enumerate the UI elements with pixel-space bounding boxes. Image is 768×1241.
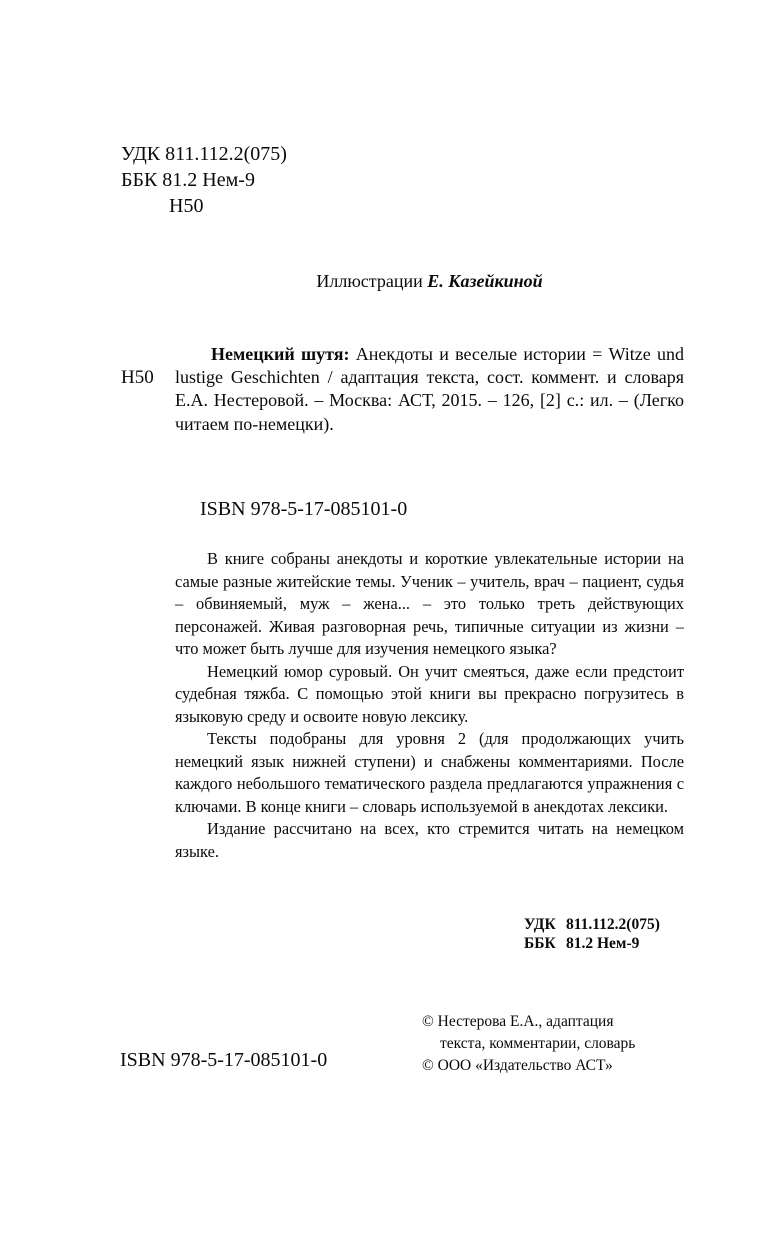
bibliographic-record bbox=[121, 343, 684, 436]
bbk-code: ББК 81.2 Нем-9 bbox=[121, 169, 255, 191]
classification-block bbox=[121, 141, 287, 219]
copyright-line-scope: текста, комментарии, словарь bbox=[440, 1035, 636, 1052]
bibliographic-details: Анекдоты и веселые истории = Witze und lustige Geschichten / адаптация текста, сост. коммент. и словаря Е.А. Нестеровой. – Москва: АСТ, 2015. – 126, [2] с.: ил. – (Легко читаем по-немецки). bbox=[175, 344, 684, 434]
bibliographic-side-number: Н50 bbox=[121, 367, 154, 388]
bibliographic-title: Немецкий шутя: bbox=[211, 344, 350, 364]
footer-udk-row bbox=[524, 915, 660, 934]
annotation-paragraph: Немецкий юмор суровый. Он учит смеяться, даже если предстоит судебная тяжба. С помощью этой книги вы прекрасно погрузитесь в языковую среду и освоите новую лексику. bbox=[175, 661, 684, 726]
footer-udk-label: УДК bbox=[524, 916, 556, 933]
copyright-line-publisher: © ООО «Издательство АСТ» bbox=[422, 1057, 613, 1074]
annotation-block bbox=[175, 548, 684, 863]
copyright-line-author: © Нестерова Е.А., адаптация bbox=[422, 1013, 614, 1030]
illustrator-name: Е. Казейкиной bbox=[427, 271, 543, 291]
footer-udk-value: 811.112.2(075) bbox=[566, 916, 660, 933]
isbn-top: ISBN 978-5-17-085101-0 bbox=[200, 498, 408, 520]
annotation-paragraph: Тексты подобраны для уровня 2 (для продолжающих учить немецкий язык нижней ступени) и снабжены комментариями. После каждого небольшого тематического раздела предлагаются упражнения с ключами. В конце книги – словарь используемой в анекдотах лексики. bbox=[175, 729, 684, 816]
footer-bbk-label: ББК bbox=[524, 935, 556, 952]
footer-bbk-row bbox=[524, 934, 660, 953]
isbn-bottom: ISBN 978-5-17-085101-0 bbox=[120, 1049, 328, 1071]
udk-code: УДК 811.112.2(075) bbox=[121, 143, 287, 165]
author-sign-code: Н50 bbox=[169, 195, 204, 217]
annotation-paragraph: Издание рассчитано на всех, кто стремится читать на немецком языке. bbox=[175, 819, 684, 861]
copyright-block bbox=[422, 1011, 635, 1077]
footer-classification-block bbox=[524, 915, 660, 953]
illustrator-prefix: Иллюстрации bbox=[316, 271, 428, 291]
footer-bbk-value: 81.2 Нем-9 bbox=[566, 935, 640, 952]
bibliographic-description bbox=[175, 343, 684, 436]
illustrator-credit bbox=[175, 269, 684, 293]
annotation-paragraph: В книге собраны анекдоты и короткие увлекательные истории на самые разные житейские темы. Ученик – учитель, врач – пациент, судья – обвиняемый, муж – жена... – это только треть действующих персонажей. Живая разговорная речь, типичные ситуации из жизни – что может быть лучше для изучения немецкого языка? bbox=[175, 549, 684, 658]
